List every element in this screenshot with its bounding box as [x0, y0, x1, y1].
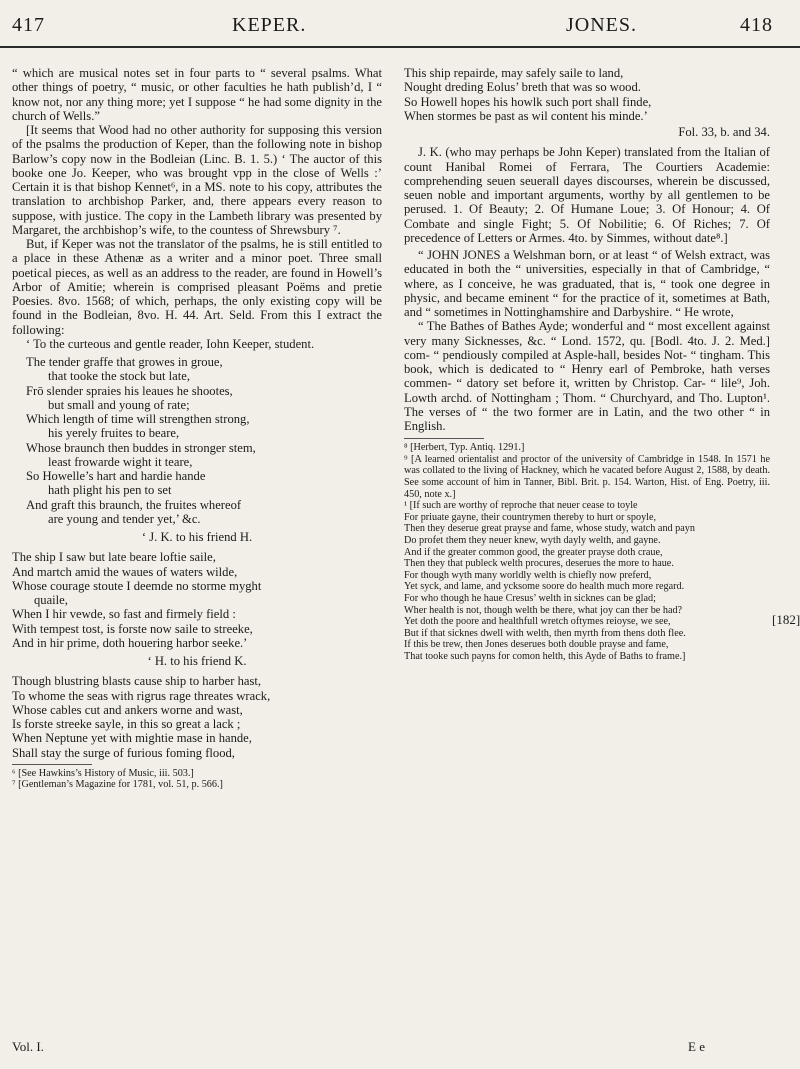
poem-line: hath plight his pen to set [48, 483, 172, 498]
poem-line: quaile, [34, 593, 68, 607]
poem-line: that tooke the stock but late, [48, 369, 190, 384]
signature-mark: E e [688, 1039, 705, 1054]
poem-line: Whose courage stoute I deemde no storme myght [12, 578, 262, 593]
poem-line: Though blustring blasts cause ship to harber hast, [12, 674, 262, 689]
keper-paragraph: [It seems that Wood had no other authority for supposing this version of the psalms the production of Keper, than the following note in bishop Barlow’s copy now in the Bodleian (Linc. B. 1. 5.) ‘ The auctor of this booke one Jo. Keeper, who was brought vpp in the close of Wells :’ Certain it is that bishop Kennet⁶, in a MS. note to his copy, attributes the translation to archbishop Parker, and, there appears every reason to suppose, with justice. The copy in the Lambeth library was presented by Margaret, the archbishop’s wife, to the countess of Shrewsbury ⁷. [12, 123, 382, 237]
left-column [12, 66, 382, 791]
footnote-9: ⁹ [A learned orientalist and proctor of the university of Cambridge in 1548. In 1571 he was collated to the living of Hackney, which he vacated before August 2, 1588, by death. See some account of him in Tanner, Bibl. Brit. p. 154. Warton, Hist. of Eng. Poetry, iii. 450, note x.] [404, 453, 770, 500]
right-column [404, 66, 770, 663]
verse-line: Then they that publeck welth procures, deserues the more to haue. [404, 558, 674, 570]
header-rule [0, 46, 800, 48]
footnote-8: ⁸ [Herbert, Typ. Antiq. 1291.] [404, 442, 525, 454]
poem-line: When stormes be past as wil content his minde.’ [404, 108, 648, 123]
footnote-1-verses [404, 500, 770, 662]
poem-line: Is forste streeke sayle, in this so great a lack ; [12, 717, 241, 731]
poem-line: least frowarde wight it teare, [48, 454, 193, 469]
footnote-6: ⁶ [See Hawkins’s History of Music, iii. 503.] [12, 767, 194, 779]
poem-line: Nought dreding Eolus’ breth that was so wood. [404, 80, 641, 95]
verse-line: ¹ [If such are worthy of reproche that neuer cease to toyle [404, 500, 638, 512]
right-page-number: 418 [740, 14, 773, 36]
left-page-number: 417 [12, 14, 45, 36]
poem-line: Whose cables cut and ankers worne and wast, [12, 702, 243, 717]
poem-line: are young and tender yet,’ &c. [48, 511, 201, 526]
footnote-rule [404, 438, 484, 439]
folio-reference: Fol. 33, b. and 34. [678, 125, 770, 139]
verse-line: For priuate gayne, their countrymen thereby to hurt or spoyle, [404, 511, 657, 523]
poem-line: With tempest tost, is forste now saile to streeke, [12, 621, 253, 636]
verse-line: If this be trew, then Jones deserues both double prayse and fame, [404, 639, 669, 651]
footnote-7: ⁷ [Gentleman’s Magazine for 1781, vol. 51, p. 566.] [12, 779, 223, 791]
poem-line: Which length of time will strengthen strong, [26, 412, 250, 426]
poem-line: his yerely fruites to beare, [48, 426, 180, 441]
athenae-paragraph: But, if Keper was not the translator of the psalms, he is still entitled to a place in these Athenæ as a writer and a minor poet. Three small poetical pieces, as well as an address to the reader, are found in Howell’s Arbor of Amitie; wherein is comprised pleasant Poëms and pretie Poesies. 8vo. 1568; of which, perhaps, the only existing copy will be found in the Bodleian, 8vo. H. 44. Art. Seld. From this I extract the following: [12, 237, 382, 337]
reader-address: ‘ To the curteous and gentle reader, Iohn Keeper, student. [26, 336, 315, 351]
verse-line: And if the greater common good, the greater prayse doth craue, [404, 546, 663, 558]
verse-line: Do profet them they neuer knew, wyth dayly welth, and gayne. [404, 535, 661, 546]
bathes-entry: “ The Bathes of Bathes Ayde; wonderful and “ most excellent against very many Sicknesses, &c. “ Lond. 1572, qu. [Bodl. 4to. J. 2. Med.] com- “ pendiously compiled at Asple-hall, besides Not- “ tingham. This book, which is dedicated to “ Henry earl of Pembroke, hath verses commen- “ datory set before it, written by Christop. Car- “ lile⁹, Joh. Lowth archd. of Nottingham ; Thom. “ Churchyard, and Tho. Lupton¹. The verses of “ the two former are in Latin, and the two other “ in English. [404, 319, 770, 433]
volume-signature: Vol. I. [12, 1039, 44, 1054]
verse-line: Wher health is not, though welth be there, what joy can ther be had? [404, 604, 683, 616]
poem-line: And graft this braunch, the fruites whereof [26, 497, 242, 512]
poem-line: Frō slender spraies his leaues he shootes, [26, 383, 233, 398]
poem-line: Whose braunch then buddes in stronger stem, [26, 440, 256, 455]
poem-line: So Howelle’s hart and hardie hande [26, 469, 206, 483]
poem-signature: ‘ J. K. to his friend H. [141, 530, 253, 544]
poem-line: To whome the seas with rigrus rage threates wrack, [12, 688, 271, 703]
poem-line: So Howell hopes his howlk such port shall finde, [404, 94, 652, 109]
right-running-title: JONES. [566, 14, 638, 36]
wood-quote: “ which are musical notes set in four parts to “ several psalms. What other things of poetry, “ music, or other faculties he hath publish’d, I “ know not, nor any thing more; yet I suppose “ he had some dignity in the church of Wells.” [12, 66, 382, 123]
courtiers-academie-paragraph: J. K. (who may perhaps be John Keper) translated from the Italian of count Hanibal Romei of Ferrara, The Courtiers Academie: comprehending seuen seuerall dayes discourses, wherein be discussed, seuen noble and important arguments, worthy by all gentlemen to be perused. 1. Of Beauty; 2. Of Humane Loue; 3. Of Honour; 4. Of Combate and single Fight; 5. Of Nobilitie; 6. Of Riches; 7. Of precedence of Letters or Armes. 4to. by Simmes, without date⁸.] [404, 145, 770, 245]
margin-page-reference: [182] [772, 612, 800, 627]
poem-line: This ship repairde, may safely saile to land, [404, 66, 624, 80]
verse-line: For though wyth many worldly welth is chiefly now preferd, [404, 569, 652, 581]
verse-line: But if that sicknes dwell with welth, then myrth from thens doth flee. [404, 627, 686, 639]
jones-biography: “ JOHN JONES a Welshman born, or at least “ of Welsh extract, was educated in both the “ universities, especially in that of Cambridge, “ where, as I conceive, he was graduated, that is, “ took one degree in physic, and became eminent “ for the practice of it, sometimes at Bath, and “ sometimes in Nottinghamshire and Darbyshire. “ He wrote, [404, 248, 770, 319]
poem-continuation [404, 66, 770, 123]
poem-line: And in hir prime, doth houering harbor seeke.’ [12, 635, 248, 650]
poem-blasts [12, 674, 382, 760]
verse-line: That tooke such payns for comon helth, this Ayde of Baths to frame.] [404, 650, 686, 662]
verse-line: For who though he haue Cresus’ welth in sicknes can be glad; [404, 592, 656, 604]
poem-graffe [26, 355, 382, 526]
poem-line: And martch amid the waues of waters wilde, [12, 564, 238, 579]
poem-line: When I hir vewde, so fast and firmely field : [12, 607, 236, 622]
left-running-title: KEPER. [232, 14, 307, 36]
verse-line: Then they deserue great prayse and fame, whose study, watch and payn [404, 523, 695, 535]
poem-ship [12, 550, 382, 650]
poem-line: Shall stay the surge of furious foming flood, [12, 745, 235, 760]
poem-line: but small and young of rate; [48, 397, 190, 412]
verse-line: Yet doth the poore and healthfull wretch oftymes reioyse, we see, [404, 616, 671, 628]
footnote-rule [12, 764, 92, 765]
poem-line: The ship I saw but late beare loftie saile, [12, 550, 216, 565]
verse-line: Yet syck, and lame, and ycksome soore do health much more regard. [404, 581, 685, 593]
poem-signature: ‘ H. to his friend K. [147, 654, 247, 668]
poem-line: The tender graffe that growes in groue, [26, 355, 223, 369]
poem-line: When Neptune yet with mightie mase in hande, [12, 731, 252, 746]
